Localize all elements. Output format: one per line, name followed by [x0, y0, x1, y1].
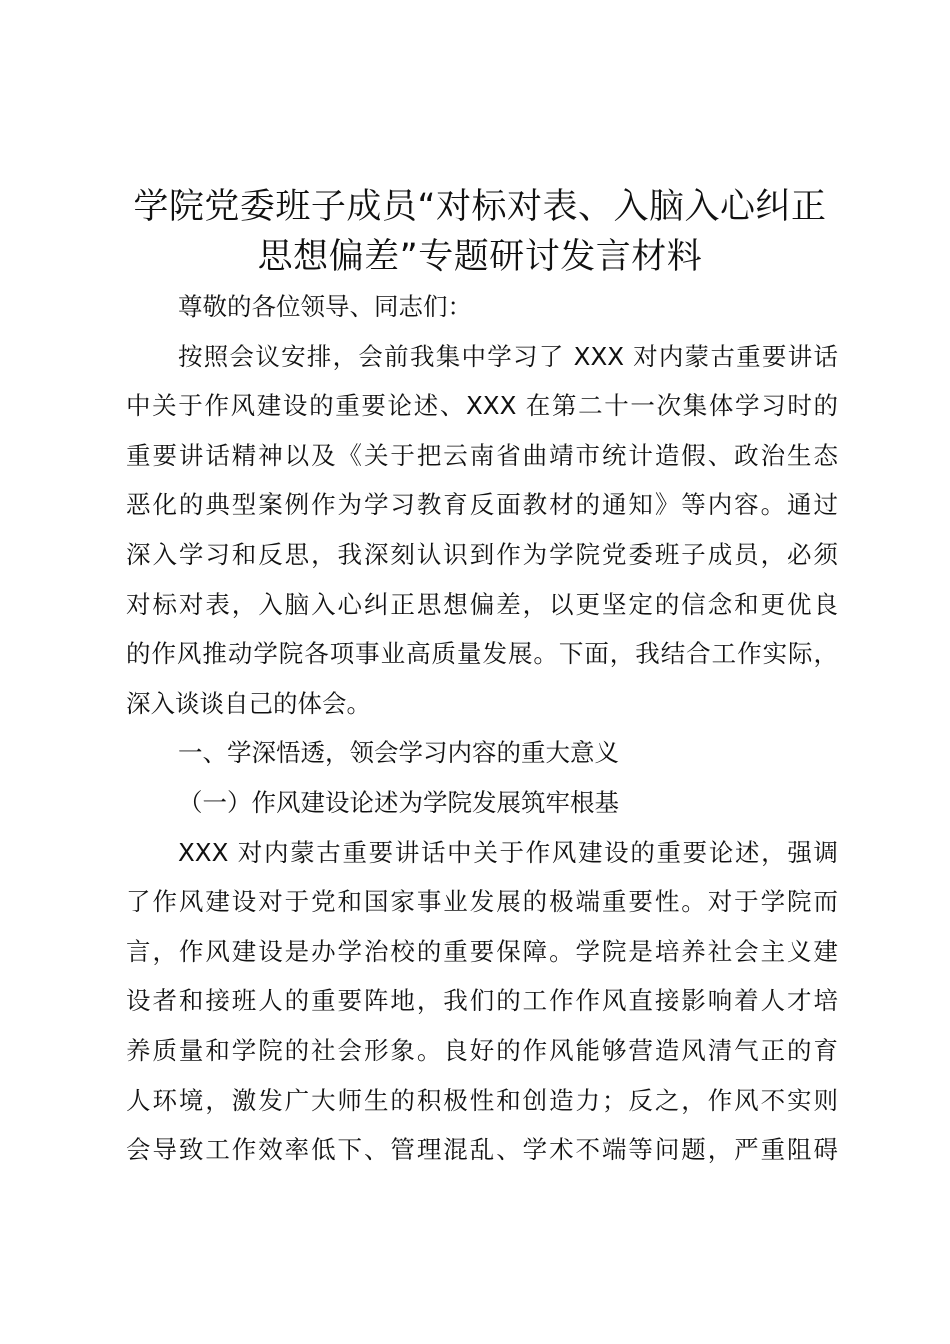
paragraph-line: 对标对表，入脑入心纠正思想偏差，以更坚定的信念和更优良 [126, 589, 838, 619]
title-line-1: 学院党委班子成员“对标对表、入脑入心纠正 [133, 187, 827, 227]
paragraph-line: 的作风推动学院各项事业高质量发展。下面，我结合工作实际， [126, 639, 838, 669]
paragraph-line: 深入学习和反思，我深刻认识到作为学院党委班子成员，必须 [126, 539, 838, 569]
paragraph-line: 恶化的典型案例作为学习教育反面教材的通知》等内容。通过 [126, 490, 838, 520]
document-body [126, 282, 838, 1175]
paragraph-line: XXX 对内蒙古重要讲话中关于作风建设的重要论述，强调 [178, 837, 838, 867]
paragraph-line: 会导致工作效率低下、管理混乱、学术不端等问题，严重阻碍 [126, 1135, 838, 1165]
paragraph-line: 设者和接班人的重要阵地，我们的工作作风直接影响着人才培 [126, 986, 838, 1016]
paragraph-line: 中关于作风建设的重要论述、XXX 在第二十一次集体学习时的 [126, 391, 838, 421]
title-line-2: 思想偏差”专题研讨发言材料 [257, 237, 703, 277]
paragraph-line: 重要讲话精神以及《关于把云南省曲靖市统计造假、政治生态 [126, 440, 838, 470]
paragraph-line: 按照会议安排，会前我集中学习了 XXX 对内蒙古重要讲话 [178, 341, 838, 371]
subsection-heading: （一）作风建设论述为学院发展筑牢根基 [178, 787, 619, 817]
document-title [100, 182, 860, 282]
paragraph-line: 了作风建设对于党和国家事业发展的极端重要性。对于学院而 [126, 887, 838, 917]
salutation: 尊敬的各位领导、同志们： [178, 292, 472, 321]
paragraph-line: 人环境，激发广大师生的积极性和创造力；反之，作风不实则 [126, 1085, 838, 1115]
paragraph-line: 深入谈谈自己的体会。 [126, 688, 371, 718]
paragraph-line: 言，作风建设是办学治校的重要保障。学院是培养社会主义建 [126, 936, 838, 966]
paragraph-line: 养质量和学院的社会形象。良好的作风能够营造风清气正的育 [126, 1035, 838, 1065]
section-heading: 一、学深悟透，领会学习内容的重大意义 [178, 738, 619, 768]
